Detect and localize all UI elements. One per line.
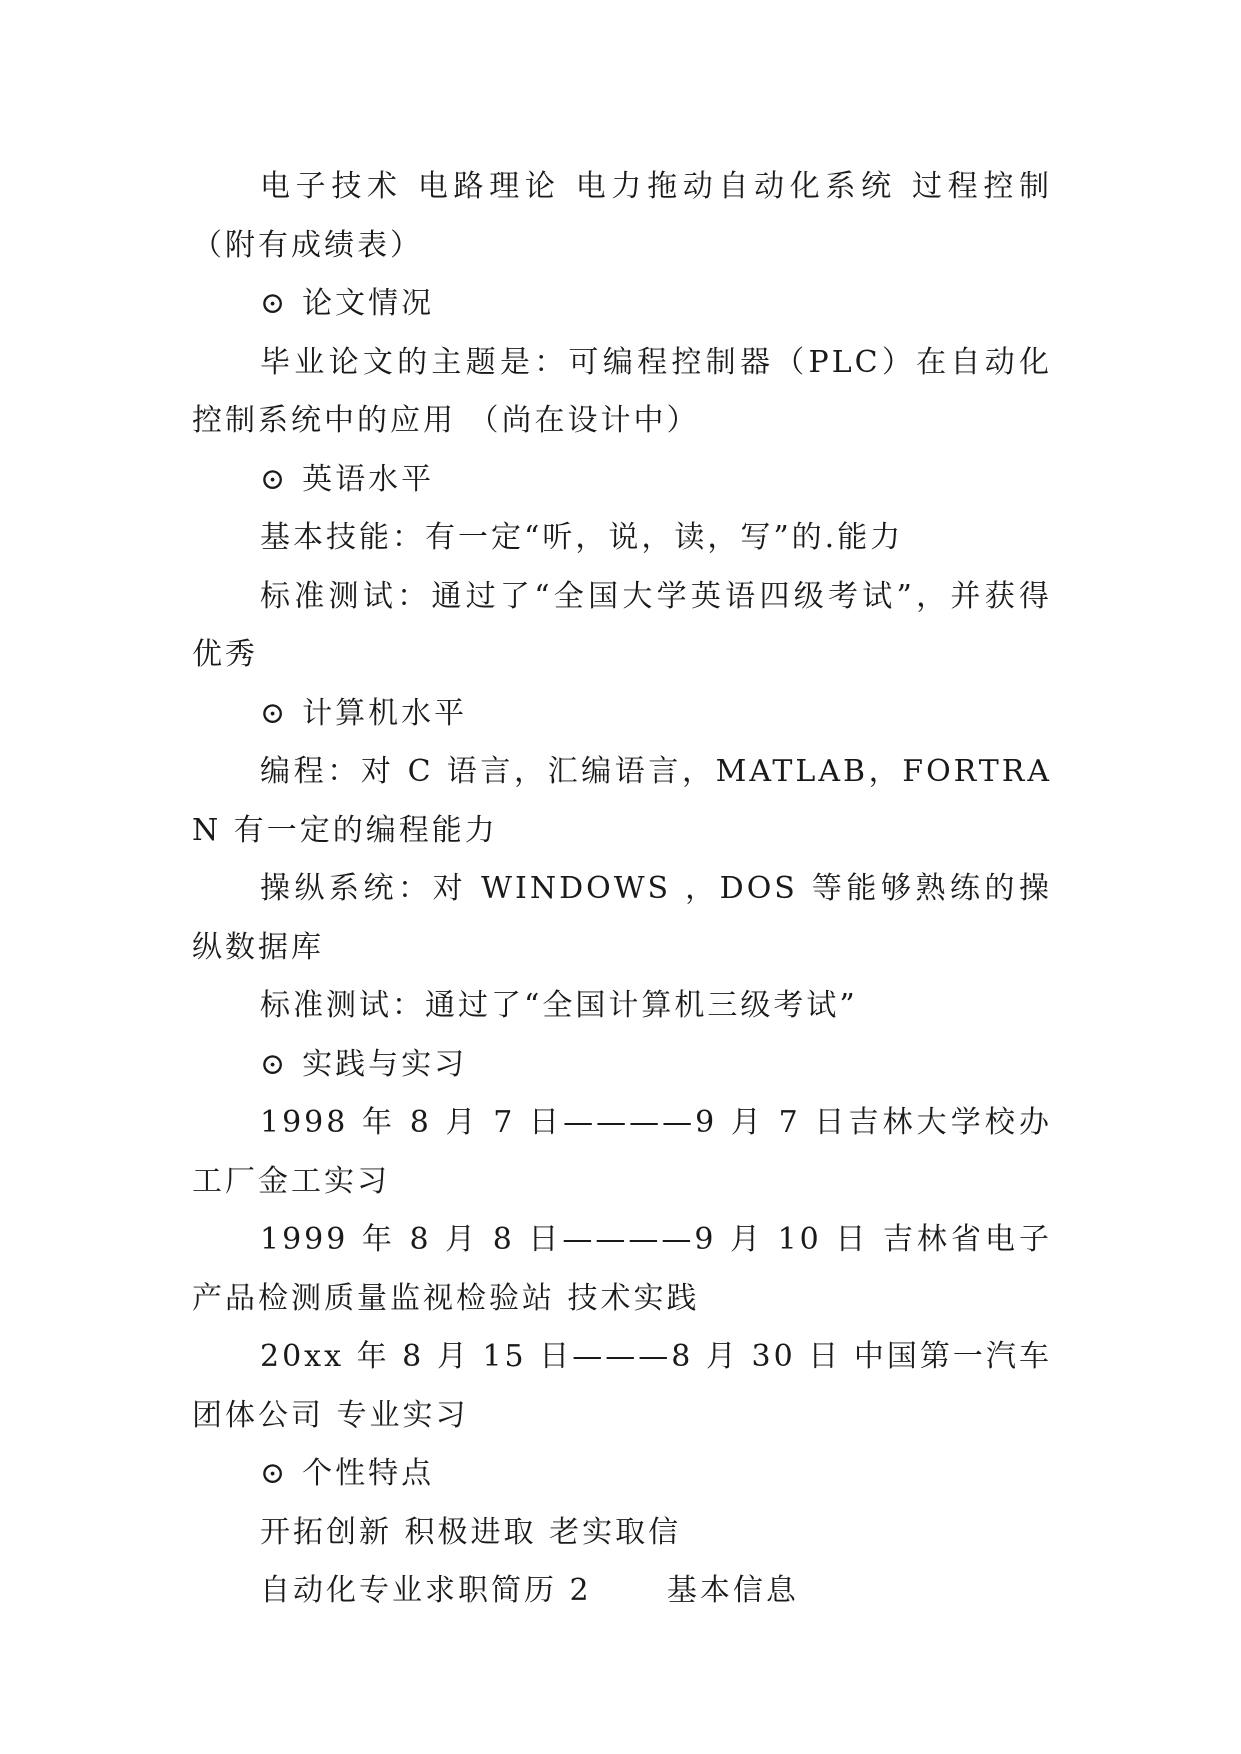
section-heading-practice [192,1036,1052,1095]
english-test-paragraph: 标准测试：通过了“全国大学英语四级考试”，并获得优秀 [192,578,1052,672]
circle-dot-icon: ⊙ [260,695,289,731]
practice-entry-20xx: 20xx 年 8 月 15 日———8 月 30 日 中国第一汽车团体公司 专业实习 [192,1339,1052,1433]
section-heading-computer [192,685,1052,744]
circle-dot-icon: ⊙ [260,461,289,497]
section-heading-personality [192,1445,1052,1504]
circle-dot-icon: ⊙ [260,286,289,321]
circle-dot-icon: ⊙ [260,1456,289,1491]
section-heading-thesis [192,275,1052,334]
section-heading-label: 计算机水平 [302,695,468,731]
section-heading-english [192,451,1052,510]
computer-test-paragraph: 标准测试：通过了“全国计算机三级考试” [260,988,858,1023]
document-body [192,158,1052,1621]
programming-paragraph: 编程：对 C 语言，汇编语言，MATLAB，FORTRAN 有一定的编程能力 [192,754,1052,848]
os-paragraph: 操纵系统：对 WINDOWS ，DOS 等能够熟练的操纵数据库 [192,871,1052,965]
section-heading-label: 实践与实习 [302,1046,468,1082]
practice-entry-1998: 1998 年 8 月 7 日————9 月 7 日吉林大学校办工厂金工实习 [192,1105,1052,1199]
thesis-paragraph: 毕业论文的主题是：可编程控制器（PLC）在自动化控制系统中的应用 （尚在设计中） [192,344,1052,438]
resume-2-heading: 自动化专业求职简历 2 基本信息 [260,1573,799,1608]
course-list-paragraph: 电子技术 电路理论 电力拖动自动化系统 过程控制（附有成绩表） [192,169,1052,263]
english-skills-paragraph: 基本技能：有一定“听，说，读，写”的.能力 [260,520,904,555]
section-heading-label: 个性特点 [302,1456,435,1491]
circle-dot-icon: ⊙ [260,1046,289,1082]
practice-entry-1999: 1999 年 8 月 8 日————9 月 10 日 吉林省电子产品检测质量监视检验站 技术实践 [192,1222,1052,1316]
personality-paragraph: 开拓创新 积极进取 老实取信 [260,1514,682,1550]
section-heading-label: 论文情况 [302,286,435,321]
section-heading-label: 英语水平 [302,461,435,497]
